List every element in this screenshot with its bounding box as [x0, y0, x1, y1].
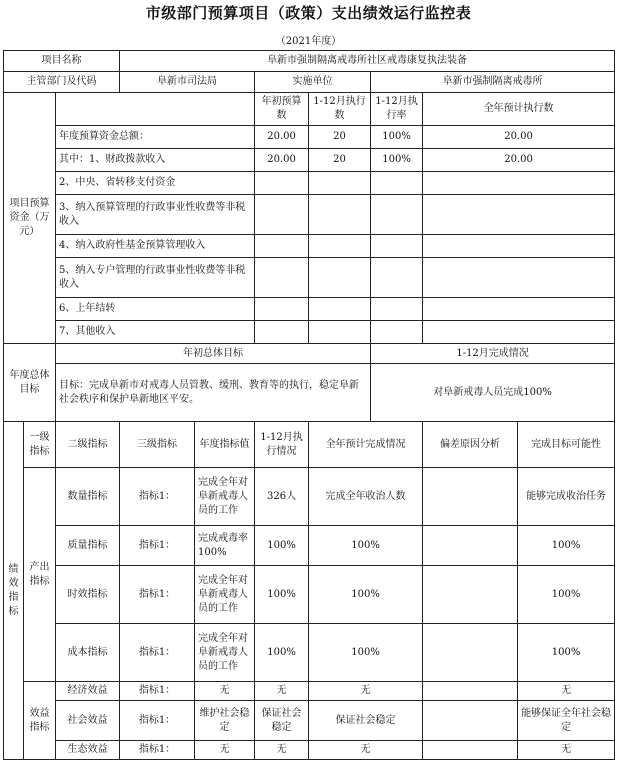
perf-row-exec: 无 [255, 741, 309, 760]
monitor-table [3, 50, 615, 760]
funds-row [4, 298, 615, 321]
perf-row-reason [423, 526, 518, 566]
funds-row-exec [309, 258, 371, 298]
perf-row-target: 完成全年对阜新戒毒人员的工作 [195, 468, 255, 526]
project-name-label: 项目名称 [4, 51, 120, 72]
perf-row-measure: 无 [518, 682, 615, 701]
perf-row-measure: 能够保证全年社会稳定 [518, 701, 615, 741]
perf-row-l3: 指标1： [120, 624, 195, 682]
perf-row-exec: 保证社会稳定 [255, 701, 309, 741]
funds-section-label: 项目预算资金（万元） [4, 93, 56, 344]
perf-row-l2: 时效指标 [56, 566, 120, 624]
funds-row-rate [371, 195, 423, 235]
funds-row [4, 126, 615, 149]
perf-row-l2: 数量指标 [56, 468, 120, 526]
perf-output-label: 产出指标 [24, 468, 56, 682]
page-year: （2021年度） [275, 36, 342, 47]
impl-value: 阜新市强制隔离戒毒所 [371, 72, 615, 93]
funds-row-label: 7、其他收入 [56, 321, 255, 344]
perf-row-target: 完成全年对阜新戒毒人员的工作 [195, 566, 255, 624]
funds-row-rate [371, 298, 423, 321]
funds-row-exec [309, 235, 371, 258]
perf-row-target: 无 [195, 682, 255, 701]
funds-row-exec [309, 321, 371, 344]
goals-annual-text: 目标：完成阜新市对戒毒人员管教、缓刑、教育等的执行，稳定阜新社会秩序和保护阜新地区平安。 [56, 364, 371, 422]
funds-row-label: 其中：1、财政拨款收入 [56, 149, 255, 172]
funds-row [4, 172, 615, 195]
impl-label: 实施单位 [255, 72, 371, 93]
funds-row-forecast [423, 258, 615, 298]
dept-value: 阜新市司法局 [120, 72, 255, 93]
goals-done-text: 对阜新戒毒人员完成100% [371, 364, 615, 422]
perf-row [4, 701, 615, 741]
perf-row-l2: 质量指标 [56, 526, 120, 566]
perf-row [4, 682, 615, 701]
perf-row-forecast: 100% [309, 526, 423, 566]
perf-row-l3: 指标1： [120, 701, 195, 741]
perf-row-reason [423, 624, 518, 682]
funds-row [4, 321, 615, 344]
perf-row-target: 完成全年对阜新戒毒人员的工作 [195, 624, 255, 682]
funds-row-exec [309, 298, 371, 321]
funds-row-exec [309, 195, 371, 235]
perf-row [4, 526, 615, 566]
perf-col-l3: 三级指标 [120, 422, 195, 468]
perf-row-measure: 100% [518, 566, 615, 624]
funds-row-forecast [423, 298, 615, 321]
perf-row-l2: 社会效益 [56, 701, 120, 741]
perf-row-l3: 指标1： [120, 566, 195, 624]
perf-col-reason: 偏差原因分析 [423, 422, 518, 468]
goals-header-row [4, 344, 615, 364]
perf-row-reason [423, 741, 518, 760]
funds-row-forecast [423, 195, 615, 235]
perf-row-forecast: 100% [309, 624, 423, 682]
goals-section-label: 年度总体目标 [4, 344, 56, 422]
funds-row-annual: 20.00 [255, 149, 309, 172]
perf-row-forecast: 无 [309, 741, 423, 760]
funds-col-exec: 1-12月执行数 [309, 93, 371, 126]
perf-row-reason [423, 701, 518, 741]
page-title: 市级部门预算项目（政策）支出绩效运行监控表 [145, 4, 472, 22]
funds-row-annual [255, 172, 309, 195]
perf-col-exec: 1-12月执行情况 [255, 422, 309, 468]
perf-row-measure: 100% [518, 624, 615, 682]
funds-row [4, 195, 615, 235]
funds-row-forecast: 20.00 [423, 149, 615, 172]
perf-header-row [4, 422, 615, 468]
perf-row-measure: 无 [518, 741, 615, 760]
goals-col-annual: 年初总体目标 [56, 344, 371, 364]
perf-row-l3: 指标1： [120, 741, 195, 760]
perf-row-l2: 经济效益 [56, 682, 120, 701]
funds-row-label: 2、中央、省转移支付资金 [56, 172, 255, 195]
funds-row-exec [309, 172, 371, 195]
goals-row [4, 364, 615, 422]
funds-row-rate [371, 172, 423, 195]
perf-row-forecast: 100% [309, 566, 423, 624]
perf-row-measure: 能够完成收治任务 [518, 468, 615, 526]
dept-label: 主管部门及代码 [4, 72, 120, 93]
funds-row-exec: 20 [309, 126, 371, 149]
perf-row-reason [423, 468, 518, 526]
funds-row-annual [255, 195, 309, 235]
project-name-value: 阜新市强制隔离戒毒所社区戒毒康复执法装备 [120, 51, 615, 72]
funds-row-forecast [423, 321, 615, 344]
perf-row-l3: 指标1： [120, 682, 195, 701]
perf-row [4, 624, 615, 682]
funds-row-label: 3、纳入预算管理的行政事业性收费等非税收入 [56, 195, 255, 235]
funds-row-forecast [423, 235, 615, 258]
perf-row-l3: 指标1： [120, 468, 195, 526]
perf-row-exec: 100% [255, 566, 309, 624]
funds-col-forecast: 全年预计执行数 [423, 93, 615, 126]
funds-row-label: 6、上年结转 [56, 298, 255, 321]
project-name-row [4, 51, 615, 72]
perf-col-measure: 完成目标可能性 [518, 422, 615, 468]
perf-row-exec: 326人 [255, 468, 309, 526]
perf-row-l2: 生态效益 [56, 741, 120, 760]
perf-col-forecast: 全年预计完成情况 [309, 422, 423, 468]
funds-col-annual: 年初预算数 [255, 93, 309, 126]
funds-row-rate [371, 258, 423, 298]
perf-row [4, 468, 615, 526]
funds-row-label: 4、纳入政府性基金预算管理收入 [56, 235, 255, 258]
perf-row-forecast: 保证社会稳定 [309, 701, 423, 741]
funds-row-exec: 20 [309, 149, 371, 172]
funds-row-forecast: 20.00 [423, 126, 615, 149]
perf-row-forecast: 完成全年收治人数 [309, 468, 423, 526]
perf-row-reason [423, 566, 518, 624]
funds-row-label: 年度预算资金总额： [56, 126, 255, 149]
perf-row-measure: 100% [518, 526, 615, 566]
perf-row-target: 无 [195, 741, 255, 760]
dept-row [4, 72, 615, 93]
perf-row [4, 566, 615, 624]
perf-row [4, 741, 615, 760]
perf-col-target: 年度指标值 [195, 422, 255, 468]
goals-col-done: 1-12月完成情况 [371, 344, 615, 364]
funds-row-annual [255, 258, 309, 298]
perf-row-exec: 100% [255, 624, 309, 682]
perf-row-exec: 100% [255, 526, 309, 566]
funds-row-label: 5、纳入专户管理的行政事业性收费等非税收入 [56, 258, 255, 298]
funds-row-annual [255, 298, 309, 321]
perf-row-exec: 无 [255, 682, 309, 701]
funds-row-rate [371, 235, 423, 258]
funds-col-rate: 1-12月执行率 [371, 93, 423, 126]
funds-row-rate: 100% [371, 126, 423, 149]
perf-row-forecast: 无 [309, 682, 423, 701]
funds-header-row [4, 93, 615, 126]
funds-row [4, 235, 615, 258]
funds-row [4, 149, 615, 172]
funds-row-annual: 20.00 [255, 126, 309, 149]
funds-row-annual [255, 235, 309, 258]
funds-row [4, 258, 615, 298]
perf-row-reason [423, 682, 518, 701]
funds-row-rate: 100% [371, 149, 423, 172]
perf-col-l2: 二级指标 [56, 422, 120, 468]
perf-row-l2: 成本指标 [56, 624, 120, 682]
perf-row-target: 维护社会稳定 [195, 701, 255, 741]
funds-row-rate [371, 321, 423, 344]
perf-section-label: 绩效指标 [4, 422, 24, 760]
perf-effect-label: 效益指标 [24, 682, 56, 760]
perf-row-target: 完成戒毒率100% [195, 526, 255, 566]
funds-row-forecast [423, 172, 615, 195]
perf-col-l1: 一级指标 [24, 422, 56, 468]
funds-row-annual [255, 321, 309, 344]
perf-row-l3: 指标1： [120, 526, 195, 566]
